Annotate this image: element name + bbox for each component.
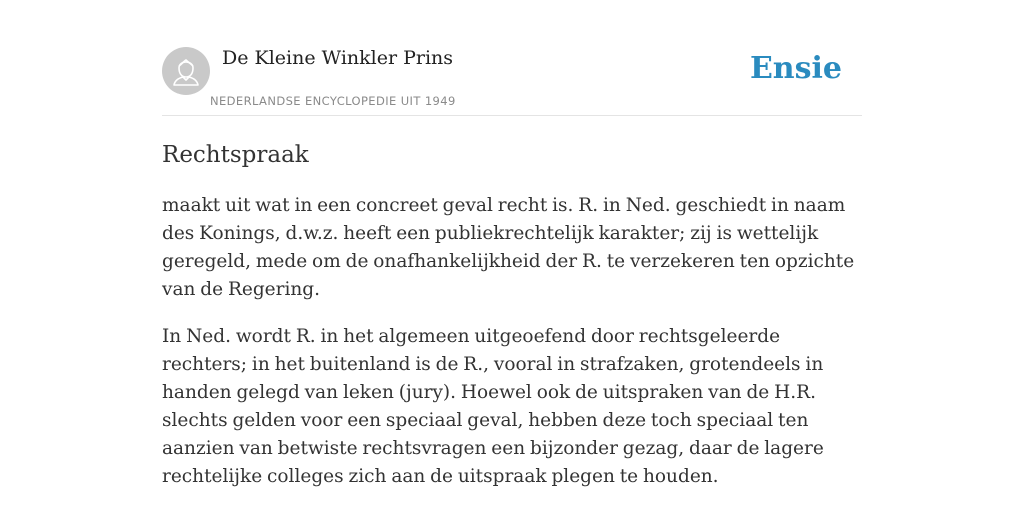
article-paragraph: In Ned. wordt R. in het algemeen uitgeoefend door rechtsgeleerde rechters; in het buitenland is de R., vooral in strafzaken, grotendeels in handen gelegd van leken (jury). Hoewel ook de uitspraken van de H.R. slechts gelden voor een speciaal geval, hebben deze toch speciaal ten aanzien van betwiste rechtsvragen een bijzonder gezag, daar de lagere rechtelijke colleges zich aan de uitspraak plegen te houden. <box>162 326 824 487</box>
avatar[interactable] <box>162 47 210 95</box>
article-paragraph: maakt uit wat in een concreet geval recht is. R. in Ned. geschiedt in naam des Konings, d.w.z. heeft een publiekrechtelijk karakter; zij is wettelijk geregeld, mede om de onafhankelijkheid der R. te verzekeren ten opzichte van de Regering. <box>162 195 855 300</box>
brand-logo[interactable]: Ensie <box>749 51 842 86</box>
source-subtitle: NEDERLANDSE ENCYCLOPEDIE UIT 1949 <box>210 94 456 108</box>
article-body <box>162 192 862 510</box>
source-header <box>162 0 862 116</box>
article-container <box>162 0 862 487</box>
user-icon <box>162 47 210 95</box>
source-name[interactable]: De Kleine Winkler Prins <box>222 47 454 69</box>
page-title: Rechtspraak <box>162 142 309 168</box>
